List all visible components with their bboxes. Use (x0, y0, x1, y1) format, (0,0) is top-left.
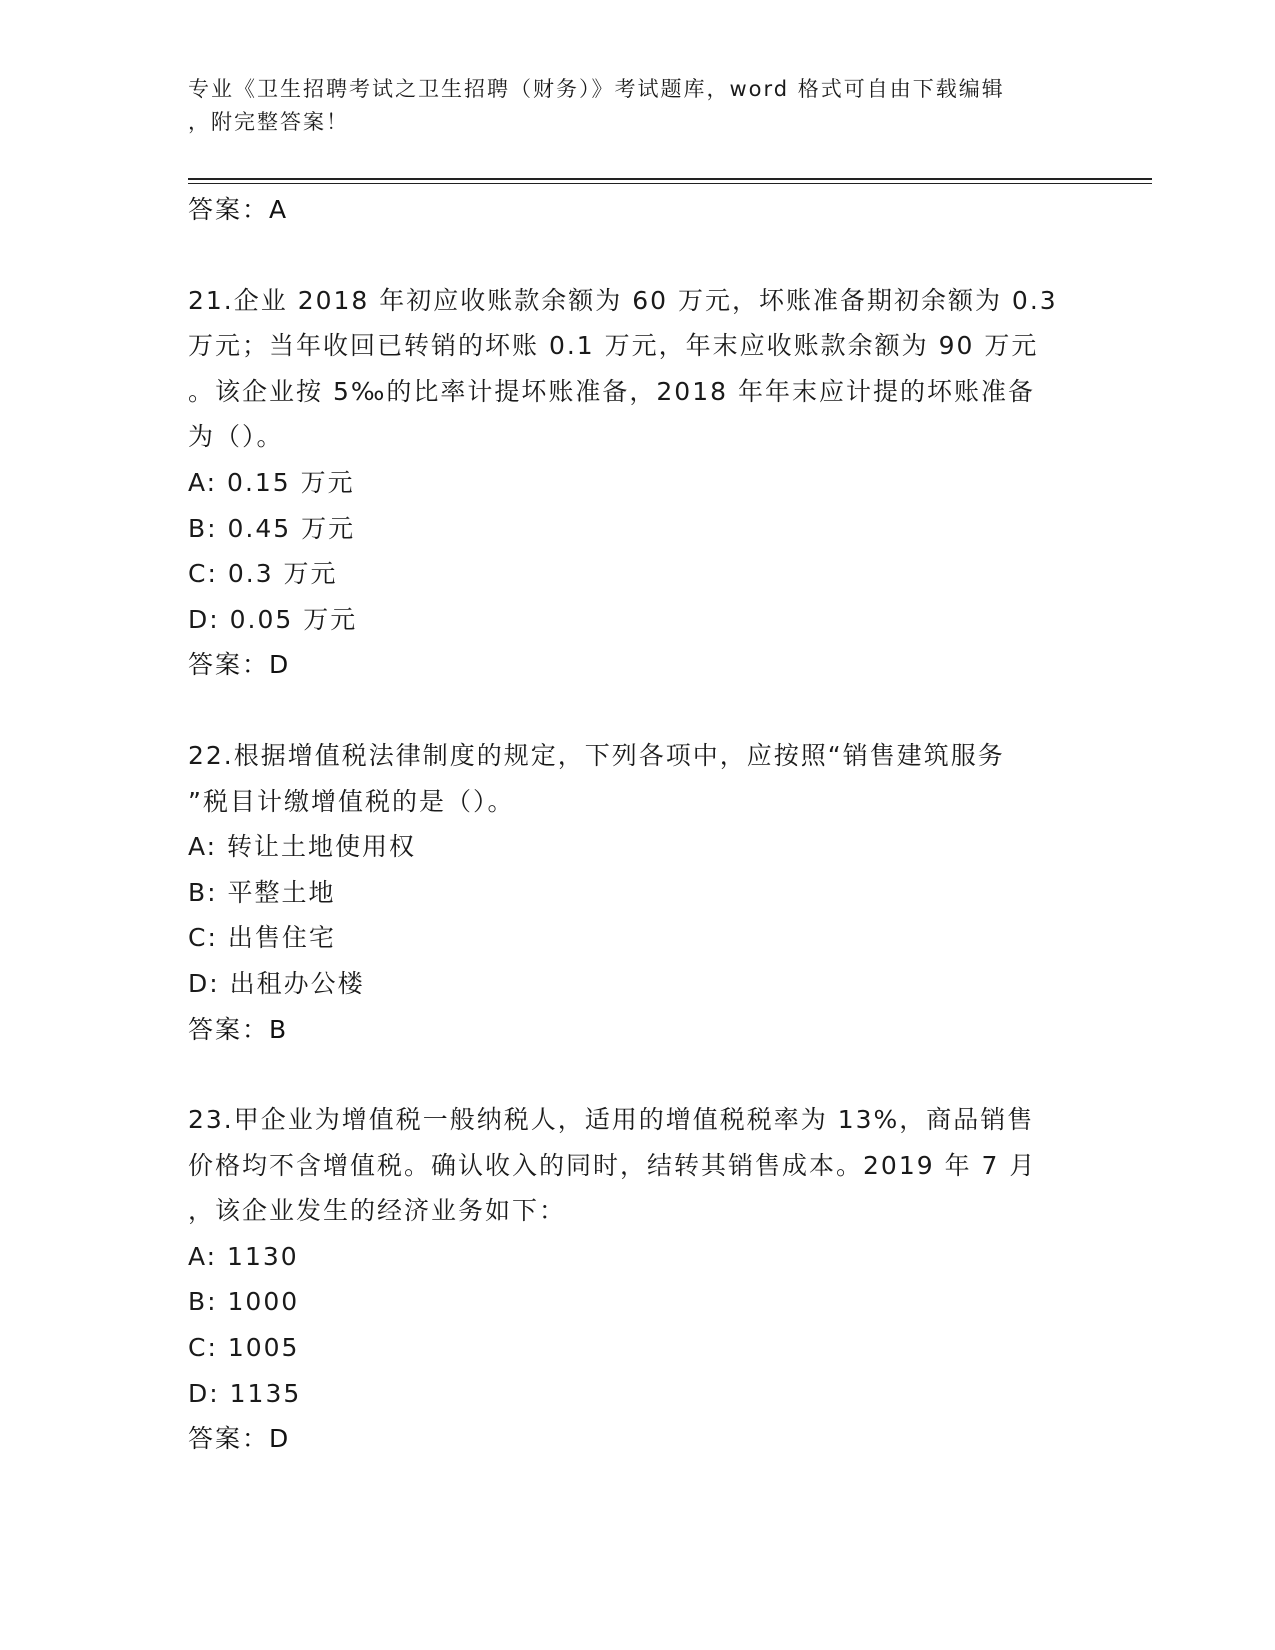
option-letter: C (188, 923, 208, 953)
answer: 答案：D (188, 1424, 291, 1454)
header-rule-thick (188, 178, 1152, 180)
option-letter: D (188, 1378, 210, 1408)
question-text-line: ，该企业发生的经济业务如下： (188, 1196, 567, 1226)
option-letter: C (188, 559, 208, 589)
option-letter: C (188, 1333, 208, 1363)
question-list (188, 187, 1088, 1462)
header-rule-thin (188, 183, 1152, 184)
option-text: 平整土地 (227, 877, 336, 907)
option-text: 出售住宅 (227, 923, 336, 953)
option-text: 1135 (229, 1378, 302, 1408)
option-d: D: 出租办公楼 (188, 968, 365, 998)
option-d: D: 1135 (188, 1378, 302, 1408)
question-text-line: 。该企业按 5‰的比率计提坏账准备，2018 年年末应计提的坏账准备 (188, 376, 1035, 406)
option-text: 0.3 万元 (227, 559, 338, 589)
option-c: C: 1005 (188, 1333, 300, 1363)
question-text-line: ”税目计缴增值税的是（）。 (188, 786, 515, 816)
spacer (188, 233, 1088, 278)
option-a: A: 转让土地使用权 (188, 832, 417, 862)
option-letter: B (188, 513, 208, 543)
question-22 (188, 733, 1088, 1052)
option-letter: D (188, 968, 210, 998)
spacer (188, 1052, 1088, 1097)
option-text: 1005 (227, 1333, 300, 1363)
option-text: 转让土地使用权 (227, 832, 417, 862)
question-23 (188, 1097, 1088, 1462)
question-text-line: 万元；当年收回已转销的坏账 0.1 万元，年末应收账款余额为 90 万元 (188, 331, 1039, 361)
option-letter: A (188, 1241, 207, 1271)
question-text-line: 23.甲企业为增值税一般纳税人，适用的增值税税率为 13%，商品销售 (188, 1105, 1035, 1135)
question-text-line: 22.根据增值税法律制度的规定，下列各项中，应按照“销售建筑服务 (188, 740, 1005, 770)
option-text: 出租办公楼 (229, 968, 365, 998)
question-text-line: 21.企业 2018 年初应收账款余额为 60 万元，坏账准备期初余额为 0.3 (188, 285, 1058, 315)
header-line-1: 专业《卫生招聘考试之卫生招聘（财务）》考试题库，word 格式可自由下载编辑 (188, 77, 1005, 101)
option-text: 0.45 万元 (227, 513, 356, 543)
option-b: B: 平整土地 (188, 877, 336, 907)
answer: 答案：D (188, 650, 291, 680)
option-letter: A (188, 467, 207, 497)
option-a: A: 0.15 万元 (188, 467, 355, 497)
answer: 答案：B (188, 1014, 289, 1044)
option-b: B: 1000 (188, 1287, 300, 1317)
question-text-line: 价格均不含增值税。确认收入的同时，结转其销售成本。2019 年 7 月 (188, 1150, 1037, 1180)
document-header (188, 73, 1068, 139)
header-line-2: ，附完整答案！ (188, 110, 349, 134)
option-a: A: 1130 (188, 1241, 299, 1271)
spacer (188, 688, 1088, 733)
previous-answer: 答案：A (188, 195, 289, 224)
option-b: B: 0.45 万元 (188, 513, 356, 543)
option-text: 0.05 万元 (229, 604, 358, 634)
option-c: C: 0.3 万元 (188, 559, 338, 589)
option-letter: B (188, 1287, 208, 1317)
option-text: 0.15 万元 (227, 467, 355, 497)
option-text: 1000 (227, 1287, 300, 1317)
question-text-line: 为（）。 (188, 422, 284, 452)
option-letter: A (188, 832, 207, 862)
option-letter: B (188, 877, 208, 907)
option-d: D: 0.05 万元 (188, 604, 358, 634)
option-c: C: 出售住宅 (188, 923, 336, 953)
option-letter: D (188, 604, 210, 634)
question-21 (188, 278, 1088, 688)
option-text: 1130 (227, 1241, 299, 1271)
